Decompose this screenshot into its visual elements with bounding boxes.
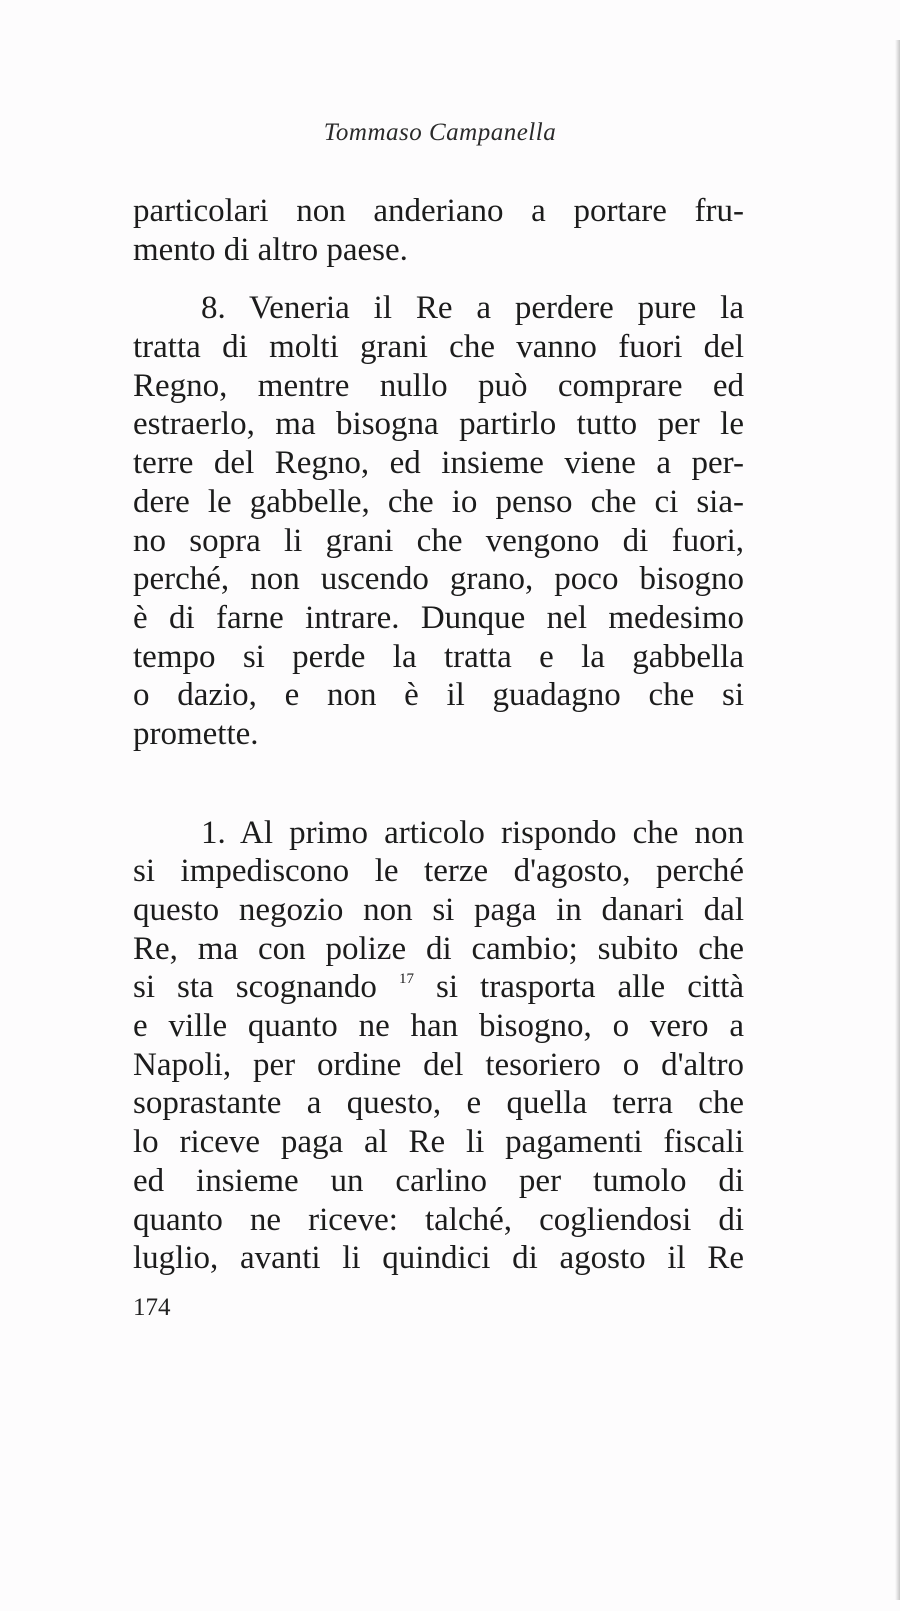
text-segment: si trasporta alle città [435, 969, 744, 1006]
text-line: estraerlo, ma bisogna partirlo tutto per le [133, 406, 744, 443]
running-title: Tommaso Campanella [323, 119, 557, 146]
text-line: 8. Veneria il Re a perdere pure la [201, 290, 744, 327]
footnote-reference: 17 [398, 971, 414, 988]
text-line: lo riceve paga al Re li pagamenti fiscali [133, 1124, 744, 1161]
text-line: questo negozio non si paga in danari dal [133, 892, 744, 928]
paragraph-continuation [133, 192, 744, 269]
page-number: 174 [133, 1294, 171, 1321]
text-line: dere le gabbelle, che io penso che ci sia- [133, 483, 744, 520]
text-line: ed insieme un carlino per tumolo di [133, 1162, 744, 1199]
text-segment: si sta scognando [133, 969, 377, 1006]
paragraph-item-8 [133, 289, 744, 753]
text-line: Re, ma con polize di cambio; subito che [133, 930, 744, 967]
text-line: quanto ne riceve: talché, cogliendosi di [133, 1201, 744, 1238]
text-line: particolari non anderiano a portare fru- [133, 193, 744, 229]
text-line: luglio, avanti li quindici di agosto il Re [133, 1240, 744, 1277]
text-line: soprastante a questo, e quella terra che [133, 1085, 744, 1122]
text-line: Regno, mentre nullo può comprare ed [133, 367, 744, 404]
text-line: 1. Al primo articolo rispondo che non [201, 814, 744, 851]
text-line-with-footnote [133, 968, 744, 1007]
body-text [133, 192, 744, 1278]
text-line: perché, non uscendo grano, poco bisogno [133, 561, 744, 598]
paragraph-reply-1 [133, 814, 744, 1278]
text-line: promette. [133, 715, 259, 752]
text-line: è di farne intrare. Dunque nel medesimo [133, 599, 744, 636]
page-edge-shadow [895, 40, 900, 1600]
text-line: terre del Regno, ed insieme viene a per- [133, 445, 744, 482]
text-line: si impediscono le terze d'agosto, perché [133, 853, 744, 890]
text-line: Napoli, per ordine del tesoriero o d'altro [133, 1046, 744, 1083]
text-line: tempo si perde la tratta e la gabbella [133, 638, 744, 675]
text-line: mento di altro paese. [133, 231, 408, 268]
text-line: tratta di molti grani che vanno fuori del [133, 329, 744, 366]
text-line: o dazio, e non è il guadagno che si [133, 677, 744, 714]
text-line: e ville quanto ne han bisogno, o vero a [133, 1008, 744, 1045]
text-line: no sopra li grani che vengono di fuori, [133, 522, 744, 559]
